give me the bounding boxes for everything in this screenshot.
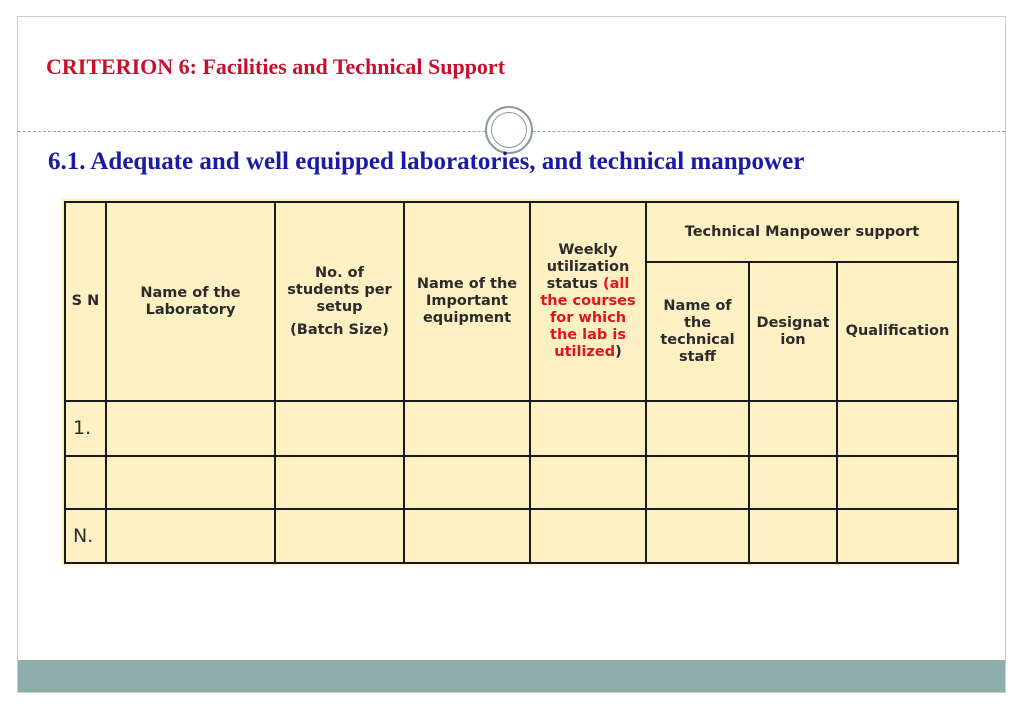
- cell-qualification: [837, 456, 958, 509]
- header-manpower-group: Technical Manpower support: [646, 202, 958, 262]
- row-sn: N.: [65, 509, 106, 563]
- header-sn: S N: [65, 202, 106, 401]
- cell-designation: [749, 456, 837, 509]
- cell-weekly: [530, 401, 646, 456]
- cell-students: [275, 401, 404, 456]
- header-weekly-utilization: [530, 202, 646, 401]
- circle-ornament-icon: [485, 106, 533, 154]
- cell-students: [275, 509, 404, 563]
- header-batch-size: (Batch Size): [290, 321, 389, 338]
- header-designation: Designat ion: [749, 262, 837, 401]
- cell-equipment: [404, 509, 530, 563]
- cell-weekly: [530, 509, 646, 563]
- footer-bar: [18, 660, 1005, 692]
- circle-ornament-inner: [491, 112, 527, 148]
- cell-designation: [749, 509, 837, 563]
- weekly-text: Weekly utilization status: [546, 242, 630, 292]
- criterion-title: CRITERION 6: Facilities and Technical Support: [46, 54, 506, 79]
- table-row: [65, 401, 958, 456]
- header-equipment: Name of the Important equipment: [404, 202, 530, 401]
- cell-students: [275, 456, 404, 509]
- laboratory-table-container: [62, 199, 960, 565]
- weekly-courses-note: (all the courses for which the lab is utilized: [540, 276, 636, 360]
- cell-equipment: [404, 456, 530, 509]
- header-staff-name: Name of the technical staff: [646, 262, 749, 401]
- row-sn: 1.: [65, 401, 106, 456]
- cell-designation: [749, 401, 837, 456]
- cell-weekly: [530, 456, 646, 509]
- cell-qualification: [837, 509, 958, 563]
- cell-staff-name: [646, 456, 749, 509]
- header-students-main: No. of students per setup: [287, 264, 392, 315]
- cell-staff-name: [646, 401, 749, 456]
- laboratory-table: [64, 201, 959, 564]
- cell-lab-name: [106, 456, 275, 509]
- header-students: [275, 202, 404, 401]
- section-title: 6.1. Adequate and well equipped laboratories, and technical manpower: [48, 148, 805, 175]
- table-row: [65, 509, 958, 563]
- weekly-close-paren: ): [615, 344, 622, 360]
- cell-qualification: [837, 401, 958, 456]
- table-row: [65, 456, 958, 509]
- header-lab-name: Name of the Laboratory: [106, 202, 275, 401]
- cell-lab-name: [106, 401, 275, 456]
- cell-lab-name: [106, 509, 275, 563]
- row-sn: [65, 456, 106, 509]
- cell-equipment: [404, 401, 530, 456]
- cell-staff-name: [646, 509, 749, 563]
- header-qualification: Qualification: [837, 262, 958, 401]
